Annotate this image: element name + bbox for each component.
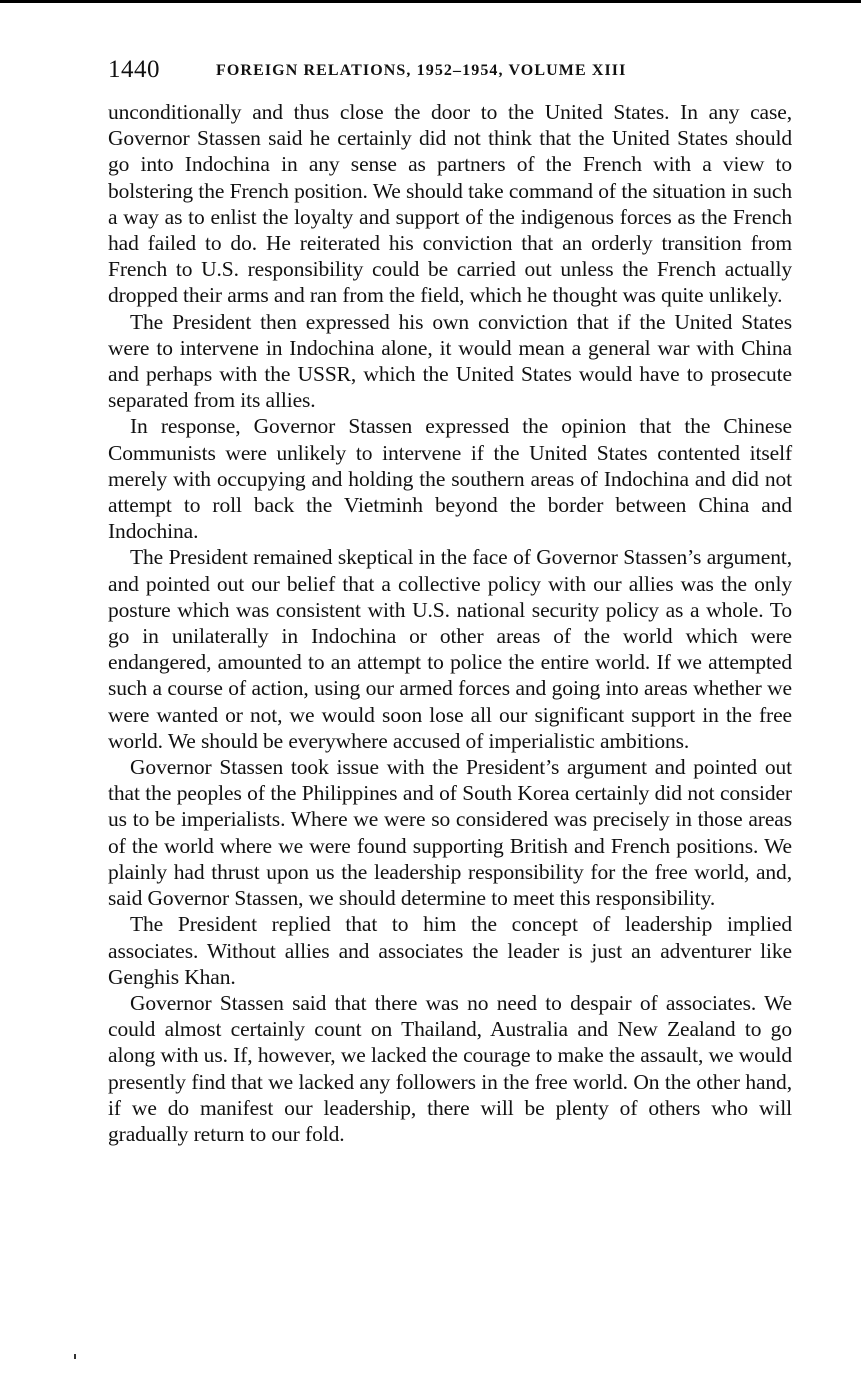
paragraph: The President then expressed his own conviction that if the United States were to intervene in Indochina alone, it would mean a general war with China and perhaps with the USSR, which the United States would have to prosecute separated from its allies.: [108, 309, 792, 413]
paragraph: The President replied that to him the concept of leadership implied associates. Without allies and associates the leader is just an adventurer like Genghis Khan.: [108, 912, 792, 989]
page-header: [108, 56, 792, 86]
stray-ink-mark: [74, 1354, 76, 1359]
paragraph: Governor Stassen took issue with the President’s argument and pointed out that the peoples of the Philippines and of South Korea certainly did not consider us to be imperialists. Where we were so considered was precisely in those areas of the world where we were found supporting British and French positions. We plainly had thrust upon us the leadership responsibility for the free world, and, said Governor Stassen, we should determine to meet this responsibility.: [108, 755, 792, 911]
top-edge-rule: [0, 0, 861, 3]
document-body: [108, 99, 792, 1147]
paragraph-continued: unconditionally and thus close the door to the United States. In any case, Governor Stassen said he certainly did not think that the United States should go into Indochina in any sense as partners of the French with a view to bolstering the French position. We should take command of the situation in such a way as to enlist the loyalty and support of the indigenous forces as the French had failed to do. He reiterated his conviction that an orderly transition from French to U.S. responsibility could be carried out unless the French actually dropped their arms and ran from the field, which he thought was quite unlikely.: [108, 100, 792, 308]
running-head: FOREIGN RELATIONS, 1952–1954, VOLUME XIII: [216, 62, 627, 79]
paragraph: Governor Stassen said that there was no need to despair of associates. We could almost certainly count on Thailand, Australia and New Zealand to go along with us. If, however, we lacked the courage to make the assault, we would presently find that we lacked any followers in the free world. On the other hand, if we do manifest our leadership, there will be plenty of others who will gradually return to our fold.: [108, 990, 792, 1146]
paragraph: In response, Governor Stassen expressed the opinion that the Chinese Communists were unlikely to intervene if the United States contented itself merely with occupying and holding the southern areas of Indochina and did not attempt to roll back the Vietminh beyond the border between China and Indochina.: [108, 414, 792, 544]
paragraph: The President remained skeptical in the face of Governor Stassen’s argument, and pointed out our belief that a collective policy with our allies was the only posture which was consistent with U.S. national security policy as a whole. To go in unilaterally in Indochina or other areas of the world which were endangered, amounted to an attempt to police the entire world. If we attempted such a course of action, using our armed forces and going into areas whether we were wanted or not, we would soon lose all our significant support in the free world. We should be everywhere accused of imperialistic ambitions.: [108, 545, 792, 753]
page-number: 1440: [108, 56, 160, 83]
